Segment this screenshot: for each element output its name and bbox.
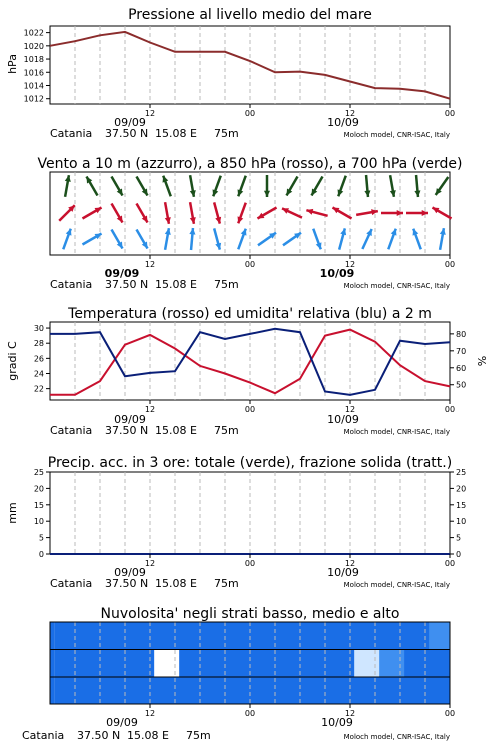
- precip-gridlines: [75, 472, 425, 554]
- precip-frame: [50, 472, 450, 554]
- precip-location: Catania: [50, 577, 93, 590]
- cloud-cell: [154, 622, 180, 649]
- cloud-cell: [254, 677, 280, 704]
- temp-location: Catania: [50, 424, 93, 437]
- x-tick-label: 00: [244, 405, 256, 414]
- pressure-ylabel: hPa: [6, 54, 19, 74]
- wind-10m-arrow-head: [391, 229, 397, 236]
- pressure-gridlines: [75, 26, 425, 104]
- wind-700hpa-arrow: [287, 176, 298, 195]
- pressure-y-tick-label: 1022: [23, 28, 44, 38]
- pressure-lon: 15.08 E: [155, 127, 197, 140]
- wind-model: Moloch model, CNR-ISAC, Italy: [343, 282, 450, 290]
- x-tick-label: 00: [444, 559, 456, 568]
- cloud-cell: [50, 677, 54, 704]
- precip-y-right-tick-label: 20: [456, 484, 467, 494]
- pressure-x-ticks: [145, 104, 455, 118]
- wind-700hpa-arrow: [338, 176, 346, 197]
- pressure-y-tick-label: 1020: [23, 41, 44, 51]
- wind-850hpa-arrow: [190, 202, 196, 224]
- cloud-cell: [429, 622, 450, 649]
- wind-700hpa-arrow: [364, 175, 370, 197]
- cloud-cell: [204, 649, 230, 676]
- cloud-cell: [104, 677, 129, 704]
- cloud-cell: [179, 622, 205, 649]
- cloud-cell: [329, 677, 355, 704]
- cloud-date-2: 10/09: [321, 716, 353, 729]
- wind-850hpa-arrow: [238, 203, 246, 224]
- x-tick-label: 12: [344, 559, 356, 568]
- precip-y-tick-label: 10: [33, 517, 44, 527]
- cloud-cell: [204, 622, 230, 649]
- cloud-cell: [50, 622, 54, 649]
- wind-700hpa-arrow: [163, 176, 171, 197]
- cloud-cell: [54, 649, 80, 676]
- precip-y-tick-label: 20: [33, 484, 44, 494]
- wind-700hpa-arrow: [190, 175, 196, 197]
- precip-y-tick-label: 5: [38, 533, 44, 543]
- cloud-panel: [22, 606, 455, 742]
- precip-y-right-tick-label: 25: [456, 468, 467, 477]
- cloud-cell: [354, 622, 380, 649]
- wind-10m-arrow: [283, 233, 301, 246]
- humidity-y-ticks: [450, 330, 466, 390]
- pressure-y-tick-label: 1018: [23, 55, 44, 65]
- cloud-cell: [154, 677, 180, 704]
- cloud-cell: [279, 677, 305, 704]
- temp-elev: 75m: [214, 424, 239, 437]
- wind-850hpa-arrow-head: [238, 216, 244, 223]
- x-tick-label: 12: [344, 109, 356, 118]
- x-tick-label: 00: [444, 709, 456, 718]
- pressure-model: Moloch model, CNR-ISAC, Italy: [343, 131, 450, 139]
- wind-10m-arrow: [165, 228, 171, 250]
- cloud-cell: [229, 649, 255, 676]
- temp-y-tick-label: 26: [33, 354, 44, 364]
- temp-ylabel: gradi C: [6, 341, 19, 381]
- wind-700hpa-arrow-head: [338, 189, 344, 196]
- precip-y-tick-label: 15: [33, 500, 44, 510]
- cloud-cell: [329, 649, 355, 676]
- cloud-cell: [54, 677, 80, 704]
- cloud-cell: [254, 649, 280, 676]
- cloud-cell: [379, 677, 405, 704]
- x-tick-label: 12: [144, 559, 156, 568]
- wind-850hpa-arrow: [59, 205, 75, 221]
- temp-date-1: 09/09: [114, 413, 146, 426]
- x-tick-label: 12: [344, 709, 356, 718]
- cloud-model: Moloch model, CNR-ISAC, Italy: [343, 733, 450, 741]
- cloud-cell: [154, 649, 180, 676]
- wind-700hpa-arrow: [213, 176, 221, 197]
- pressure-title: Pressione al livello medio del mare: [128, 7, 372, 23]
- wind-title: Vento a 10 m (azzurro), a 850 hPa (rosso), a 700 hPa (verde): [37, 156, 463, 172]
- wind-date-1: 09/09: [104, 267, 140, 280]
- cloud-cell: [179, 677, 205, 704]
- cloud-cell: [329, 622, 355, 649]
- wind-lat: 37.50 N: [105, 278, 149, 291]
- cloud-cell: [379, 622, 405, 649]
- x-tick-label: 00: [244, 260, 256, 269]
- cloud-cell: [254, 622, 280, 649]
- x-tick-label: 00: [244, 109, 256, 118]
- wind-700hpa-arrow: [264, 175, 270, 197]
- cloud-cell: [79, 649, 105, 676]
- cloud-cell: [304, 622, 330, 649]
- precip-date-2: 10/09: [327, 566, 359, 579]
- precip-y-right-tick-label: 0: [456, 550, 462, 559]
- cloud-cell: [129, 677, 155, 704]
- wind-700hpa-arrow-head: [213, 189, 219, 196]
- wind-location: Catania: [50, 278, 93, 291]
- cloud-elev: 75m: [186, 729, 211, 742]
- wind-700hpa-arrow: [238, 176, 246, 197]
- pressure-date-1: 09/09: [114, 116, 146, 129]
- wind-850hpa-arrow: [306, 209, 327, 216]
- wind-10m-arrow-head: [189, 228, 195, 235]
- pressure-elev: 75m: [214, 127, 239, 140]
- temp-title: Temperatura (rosso) ed umidita' relativa (blu) a 2 m: [68, 306, 432, 322]
- wind-10m-arrow-head: [316, 242, 322, 249]
- pressure-date-2: 10/09: [327, 116, 359, 129]
- wind-x-ticks: [145, 255, 455, 269]
- cloud-cell: [379, 649, 405, 676]
- temp-panel: [6, 306, 489, 437]
- precip-lon: 15.08 E: [155, 577, 197, 590]
- wind-700hpa-arrow: [390, 175, 396, 197]
- precip-y-ticks-right: [450, 468, 466, 559]
- wind-700hpa-arrow: [65, 175, 71, 197]
- cloud-cell: [229, 677, 255, 704]
- wind-10m-arrow: [258, 233, 276, 246]
- wind-10m-arrow: [189, 228, 195, 250]
- cloud-cell: [404, 649, 430, 676]
- precip-ylabel: mm: [6, 502, 19, 524]
- wind-850hpa-arrow: [432, 208, 451, 219]
- wind-850hpa-arrow: [214, 202, 221, 223]
- precip-elev: 75m: [214, 577, 239, 590]
- humidity-ylabel: %: [476, 355, 489, 367]
- cloud-cell: [54, 622, 80, 649]
- wind-850hpa-arrow: [82, 208, 101, 219]
- cloud-cell: [404, 677, 430, 704]
- wind-850hpa-arrow: [165, 202, 171, 224]
- cloud-cell: [354, 677, 380, 704]
- wind-date-2: 10/09: [319, 267, 355, 280]
- wind-10m-arrow: [137, 229, 148, 248]
- temp-x-ticks: [145, 400, 455, 414]
- wind-10m-arrow: [82, 234, 101, 245]
- wind-850hpa-arrow: [137, 203, 148, 222]
- pressure-y-ticks: [24, 29, 50, 104]
- wind-700hpa-arrow: [414, 175, 420, 197]
- x-tick-label: 12: [144, 405, 156, 414]
- temp-y-tick-label: 22: [33, 384, 44, 394]
- precip-date-1: 09/09: [114, 566, 146, 579]
- wind-10m-arrow: [440, 228, 446, 250]
- cloud-cell: [354, 649, 380, 676]
- cloud-cell: [429, 677, 450, 704]
- temp-model: Moloch model, CNR-ISAC, Italy: [343, 428, 450, 436]
- cloud-x-ticks: [145, 704, 455, 718]
- wind-700hpa-arrow-head: [364, 190, 370, 197]
- wind-10m-arrow-head: [66, 229, 72, 236]
- temp-lat: 37.50 N: [105, 424, 149, 437]
- precip-y-ticks: [34, 468, 50, 559]
- pressure-y-tick-label: 1012: [23, 94, 44, 104]
- cloud-lon: 15.08 E: [127, 729, 169, 742]
- precip-y-tick-label: 0: [38, 550, 44, 559]
- wind-700hpa-arrow: [87, 176, 98, 195]
- wind-850hpa-arrow: [112, 203, 123, 222]
- wind-10m-arrow: [112, 229, 123, 248]
- x-tick-label: 12: [144, 260, 156, 269]
- cloud-lat: 37.50 N: [77, 729, 121, 742]
- cloud-location: Catania: [22, 729, 65, 742]
- cloud-date-1: 09/09: [106, 716, 138, 729]
- cloud-cell: [429, 649, 450, 676]
- x-tick-label: 12: [344, 405, 356, 414]
- humidity-y-tick-label: 60: [456, 363, 467, 373]
- wind-10m-arrow-head: [413, 229, 419, 236]
- cloud-cell: [129, 649, 155, 676]
- cloud-cell: [304, 677, 330, 704]
- cloud-cell: [179, 649, 205, 676]
- precip-x-ticks: [145, 554, 455, 568]
- precip-y-right-tick-label: 15: [456, 500, 467, 510]
- wind-700hpa-arrow-head: [414, 190, 420, 197]
- pressure-y-tick-label: 1014: [23, 81, 44, 91]
- wind-700hpa-arrow: [137, 176, 148, 195]
- wind-panel: [37, 156, 462, 291]
- precip-panel: [6, 455, 466, 590]
- precip-lat: 37.50 N: [105, 577, 149, 590]
- cloud-cell: [50, 649, 54, 676]
- temp-y-tick-label: 24: [33, 369, 44, 379]
- humidity-y-tick-label: 80: [456, 329, 467, 339]
- cloud-cell: [79, 622, 105, 649]
- x-tick-label: 00: [444, 260, 456, 269]
- temp-y-tick-label: 28: [33, 339, 44, 349]
- cloud-cell: [279, 622, 305, 649]
- pressure-lat: 37.50 N: [105, 127, 149, 140]
- cloud-cell: [104, 622, 129, 649]
- cloud-cell: [404, 622, 430, 649]
- precip-model: Moloch model, CNR-ISAC, Italy: [343, 581, 450, 589]
- pressure-y-tick-label: 1016: [23, 68, 44, 78]
- wind-10m-arrow: [413, 229, 421, 250]
- humidity-y-tick-label: 50: [456, 380, 467, 390]
- temp-y-ticks: [34, 324, 50, 394]
- wind-10m-arrow: [339, 228, 346, 249]
- cloud-cell: [229, 622, 255, 649]
- precip-y-right-tick-label: 5: [456, 533, 462, 543]
- x-tick-label: 12: [344, 260, 356, 269]
- wind-700hpa-arrow-head: [264, 191, 270, 197]
- temp-date-2: 10/09: [327, 413, 359, 426]
- wind-850hpa-arrow: [332, 208, 351, 219]
- wind-700hpa-arrow: [436, 177, 449, 195]
- pressure-panel: [6, 7, 455, 140]
- wind-10m-arrow: [63, 229, 71, 250]
- wind-700hpa-arrow: [112, 176, 123, 195]
- cloud-cell: [204, 677, 230, 704]
- cloud-cell: [279, 649, 305, 676]
- x-tick-label: 00: [444, 109, 456, 118]
- cloud-cell: [104, 649, 129, 676]
- x-tick-label: 12: [144, 109, 156, 118]
- wind-10m-arrow: [313, 229, 321, 250]
- humidity-y-tick-label: 70: [456, 346, 467, 356]
- cloud-cells: [50, 622, 451, 704]
- temp-y-tick-label: 30: [33, 324, 44, 334]
- cloud-cell: [129, 622, 155, 649]
- wind-850hpa-arrow: [257, 208, 276, 219]
- temp-lon: 15.08 E: [155, 424, 197, 437]
- cloud-cell: [304, 649, 330, 676]
- wind-700hpa-arrow: [312, 176, 323, 195]
- wind-10m-arrow: [388, 229, 396, 250]
- cloud-cell: [79, 677, 105, 704]
- cloud-title: Nuvolosita' negli strati basso, medio e alto: [100, 606, 400, 622]
- wind-10m-arrow: [362, 229, 371, 249]
- wind-10m-arrow: [238, 229, 246, 250]
- x-tick-label: 12: [144, 709, 156, 718]
- x-tick-label: 00: [444, 405, 456, 414]
- x-tick-label: 00: [244, 559, 256, 568]
- wind-elev: 75m: [214, 278, 239, 291]
- wind-10m-arrow-head: [241, 229, 247, 236]
- wind-arrows: [59, 175, 451, 250]
- precip-y-right-tick-label: 10: [456, 517, 467, 527]
- wind-10m-arrow: [214, 228, 221, 249]
- wind-850hpa-arrow: [282, 208, 302, 217]
- wind-700hpa-arrow-head: [163, 176, 169, 183]
- wind-700hpa-arrow-head: [238, 189, 244, 196]
- precip-y-tick-label: 25: [33, 468, 44, 477]
- pressure-location: Catania: [50, 127, 93, 140]
- x-tick-label: 00: [244, 709, 256, 718]
- wind-lon: 15.08 E: [155, 278, 197, 291]
- precip-title: Precip. acc. in 3 ore: totale (verde), frazione solida (tratt.): [47, 455, 453, 471]
